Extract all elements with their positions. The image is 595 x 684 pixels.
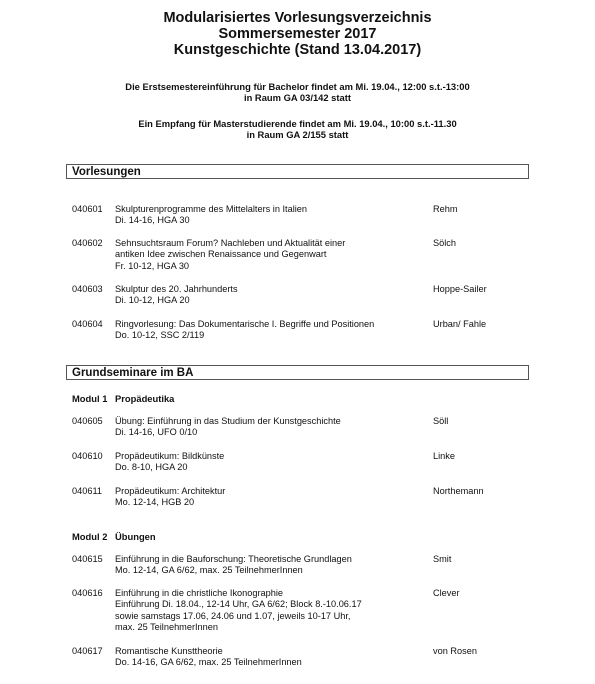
course-description [115,238,425,272]
course-description [115,319,425,342]
course-title: Skulptur des 20. Jahrhunderts [115,284,238,294]
course-title-cont: antiken Idee zwischen Renaissance und Gegenwart [115,249,327,260]
module-heading-2 [72,531,156,542]
course-lecturer: Linke [433,451,455,461]
course-code: 040611 [72,486,102,496]
course-lecturer: Clever [433,588,460,598]
course-code: 040615 [72,554,103,564]
module-number: Modul 2 [72,531,108,542]
course-code: 040617 [72,646,103,656]
course-lecturer: Rehm [433,204,458,214]
course-schedule: Do. 8-10, HGA 20 [115,462,188,473]
course-schedule: Mo. 12-14, HGB 20 [115,497,195,508]
course-schedule: Di. 14-16, UFO 0/10 [115,427,198,438]
course-lecturer: von Rosen [433,646,477,656]
bachelor-notice-line-1: Die Erstsemestereinführung für Bachelor findet am Mi. 19.04., 12:00 s.t.-13:00 [125,81,470,92]
course-schedule: Di. 10-12, HGA 20 [115,295,190,306]
course-lecturer: Sölch [433,238,456,248]
master-notice-line-1: Ein Empfang für Masterstudierende findet am Mi. 19.04., 10:00 s.t.-11.30 [138,118,457,129]
course-description [115,416,425,439]
course-description [115,451,425,474]
course-title: Übung: Einführung in das Studium der Kunstgeschichte [115,416,341,426]
course-title: Skulpturenprogramme des Mittelalters in Italien [115,204,308,214]
course-title: Ringvorlesung: Das Dokumentarische I. Begriffe und Positionen [115,319,375,329]
course-title: Einführung in die Bauforschung: Theoretische Grundlagen [115,554,352,564]
course-lecturer: Smit [433,554,452,564]
course-schedule: Do. 14-16, GA 6/62, max. 25 TeilnehmerInnen [115,657,302,668]
course-code: 040601 [72,204,103,214]
course-schedule: Einführung Di. 18.04., 12-14 Uhr, GA 6/62; Block 8.-10.06.17 [115,599,362,610]
module-name: Übungen [115,531,156,542]
course-capacity: max. 25 TeilnehmerInnen [115,621,218,632]
course-code: 040603 [72,284,103,294]
module-heading-1 [72,393,174,404]
section-title: Grundseminare im BA [72,367,194,379]
course-lecturer: Söll [433,416,449,426]
course-code: 040604 [72,319,103,329]
course-code: 040605 [72,416,103,426]
course-description [115,486,425,509]
course-lecturer: Hoppe-Sailer [433,284,487,294]
master-notice-line-2: in Raum GA 2/155 statt [246,129,349,140]
course-description [115,554,425,577]
course-description [115,204,425,227]
section-header-grundseminare [66,365,529,380]
title-line-3: Kunstgeschichte (Stand 13.04.2017) [173,42,422,58]
course-lecturer: Urban/ Fahle [433,319,487,329]
module-name: Propädeutika [115,393,175,404]
course-description [115,646,425,669]
bachelor-notice-line-2: in Raum GA 03/142 statt [244,92,351,103]
course-schedule-cont: sowie samstags 17.06, 24.06 und 1.07, jeweils 10-17 Uhr, [115,610,351,621]
course-schedule: Di. 14-16, HGA 30 [115,215,190,226]
title-line-2: Sommersemester 2017 [218,26,377,42]
title-line-1: Modularisiertes Vorlesungsverzeichnis [163,10,432,26]
course-description [115,588,425,633]
section-title: Vorlesungen [72,166,141,178]
module-number: Modul 1 [72,393,108,404]
course-schedule: Do. 10-12, SSC 2/119 [115,330,205,341]
course-title: Einführung in die christliche Ikonographie [115,588,284,598]
course-code: 040616 [72,588,103,598]
course-description [115,284,425,307]
course-title: Sehnsuchtsraum Forum? Nachleben und Aktualität einer [115,238,346,248]
course-title: Romantische Kunsttheorie [115,646,223,656]
section-header-vorlesungen [66,164,529,179]
course-code: 040602 [72,238,103,248]
course-title: Propädeutikum: Bildkünste [115,451,225,461]
course-lecturer: Northemann [433,486,484,496]
course-schedule: Mo. 12-14, GA 6/62, max. 25 TeilnehmerInnen [115,565,303,576]
course-schedule: Fr. 10-12, HGA 30 [115,260,190,271]
course-title: Propädeutikum: Architektur [115,486,226,496]
course-code: 040610 [72,451,103,461]
